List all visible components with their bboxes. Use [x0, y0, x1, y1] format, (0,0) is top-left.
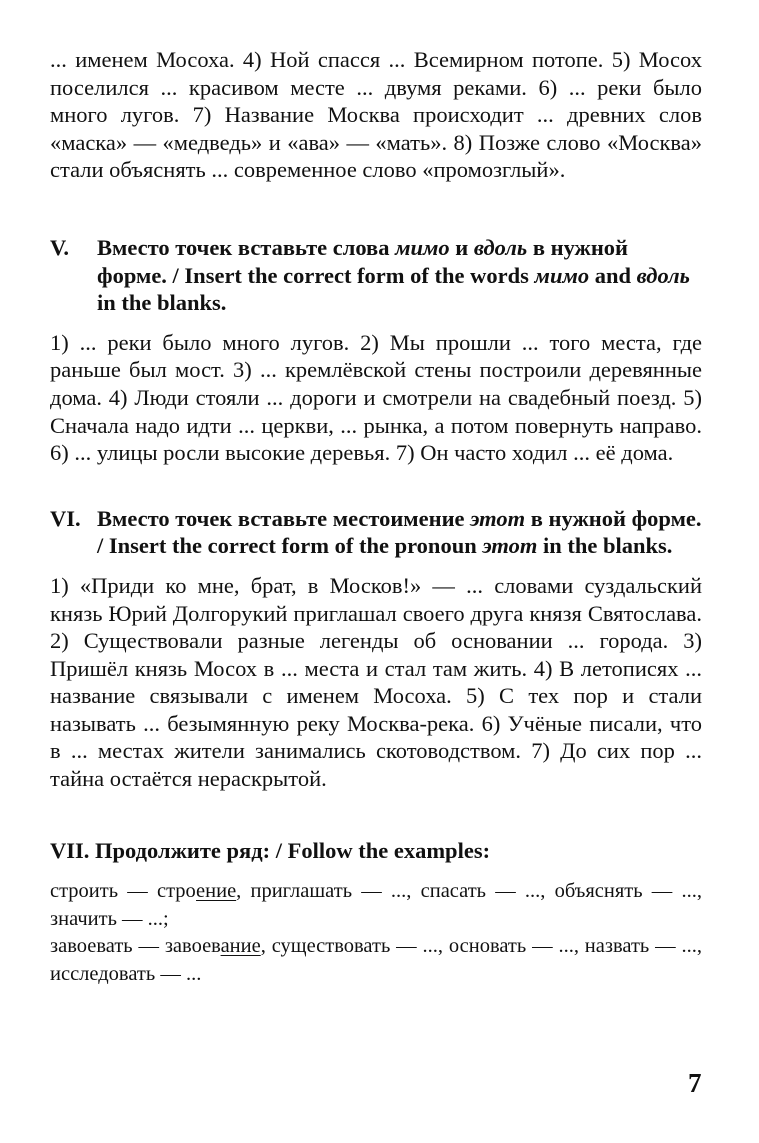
- section-7-line-2: завоевать — завоевание, существовать — ..., основать — ..., назвать — ..., исследовать — ...: [50, 935, 702, 986]
- section-5-body: 1) ... реки было много лугов. 2) Мы прошли ... того места, где раньше был мост. 3) ... кремлёвской стены построили деревянные дома. 4) Люди стояли ... дороги и смотрели на свадебный поезд. 5) Сначала надо идти ... церкви, ... рынка, а потом повернуть направо. 6) ... улицы росли высокие деревья. 7) Он часто ходил ... её дома.: [50, 329, 702, 466]
- section-6-instruction: Вместо точек вставьте местоимение этот в нужной форме. / Insert the correct form of the pronoun этот in the blanks.: [97, 505, 702, 559]
- section-7-instruction: Продолжите ряд: / Follow the examples:: [95, 837, 491, 863]
- section-5-heading: [50, 234, 702, 317]
- page-number: 7: [688, 1068, 702, 1098]
- section-6-body: 1) «Приди ко мне, брат, в Москов!» — ... словами суздальский князь Юрий Долгорукий приглашал своего друга князя Святослава. 2) Существовали разные легенды об основании ... города. 3) Пришёл князь Мосох в ... места и стал там жить. 4) В летописях ... название связывали с именем Мосоха. 5) С тех пор и стали называть ... безымянную реку Москва-река. 6) Учёные писали, что в ... местах жители занимались скотоводством. 7) До сих пор ... тайна остаётся нераскрытой.: [50, 572, 702, 792]
- section-7-line-1: строить — строение, приглашать — ..., спасать — ..., объяснять — ..., значить — ...;: [50, 880, 702, 930]
- section-7-number: VII.: [50, 837, 90, 863]
- section-5-instruction: Вместо точек вставьте слова мимо и вдоль в нужной форме. / Insert the correct form of the words мимо and вдоль in the blanks.: [97, 234, 690, 316]
- page-content: [50, 46, 702, 989]
- section-6-heading: [50, 505, 702, 560]
- exercise-4-continuation: ... именем Мосоха. 4) Ной спасся ... Всемирном потопе. 5) Мосох поселился ... красивом месте ... двумя реками. 6) ... реки было много лугов. 7) Название Москва происходит ... древних слов «маска» — «медведь» и «ава» — «мать». 8) Позже слово «Москва» стали объяснять ... современное слово «промозглый».: [50, 47, 702, 183]
- section-7-heading: [50, 837, 702, 865]
- section-5-number: V.: [50, 234, 69, 260]
- section-6-number: VI.: [50, 505, 81, 531]
